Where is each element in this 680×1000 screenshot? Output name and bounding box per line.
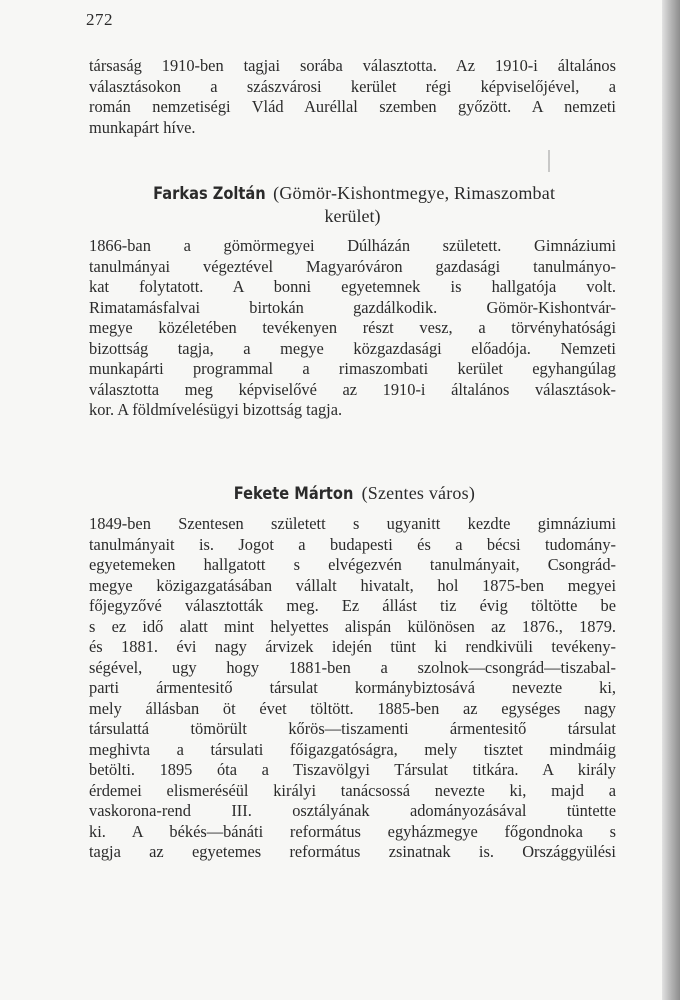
text-line: munkapárti programmal a rimaszombati kerület egyhangúlag — [89, 359, 616, 378]
text-line: választásokon a szászvárosi kerület régi képviselőjével, a — [89, 76, 616, 96]
book-spine-edge — [662, 0, 680, 1000]
entry-district-cont: kerület) — [324, 206, 381, 226]
entry-district: (Szentes város) — [361, 483, 476, 503]
entry-heading-line — [89, 182, 616, 205]
text-line: kat folytatott. A bonni egyetemnek is hallgatója volt. — [89, 277, 616, 296]
text-line: választotta meg képviselővé az 1910-i általános választások- — [89, 379, 616, 399]
intro-paragraph — [89, 56, 616, 138]
text-line: társulattá tömörült kőrös—tiszamenti ármentesitő társulat — [89, 719, 616, 738]
entry-body-fekete — [89, 514, 616, 863]
text-line: érdemei elismeréséül királyi tanácsossá nevezte ki, majd a — [89, 780, 616, 800]
text-line: főjegyzővé választották meg. Ez állást tiz évig töltötte be — [89, 596, 616, 615]
text-line: megye közéletében tevékenyen részt vesz, a törvényhatósági — [89, 318, 616, 337]
text-line: kor. A földmívelésügyi bizottság tagja. — [89, 400, 343, 419]
text-line: egyetemeken hallgatott s elvégezvén tanulmányait, Csongrád- — [89, 555, 616, 574]
text-line: mely állásban öt évet töltött. 1885-ben az egységes nagy — [89, 698, 616, 718]
text-line: román nemzetiségi Vlád Auréllal szemben győzött. A nemzeti — [89, 97, 616, 116]
entry-name: Farkas Zoltán — [152, 184, 266, 204]
scan-mark — [548, 150, 550, 172]
entry-body-farkas — [89, 236, 616, 421]
page-number: 272 — [86, 10, 113, 29]
entry-name: Fekete Márton — [233, 484, 354, 504]
entry-heading-farkas — [89, 182, 616, 227]
text-line: s ez idő alatt mint helyettes alispán különösen az 1876., 1879. — [89, 616, 616, 636]
text-line: és 1881. évi nagy árvizek idején tünt ki rendkivüli tevékeny- — [89, 637, 616, 656]
text-line: meghivta a társulati főigazgatóságra, mely tisztet mindmáig — [89, 739, 616, 759]
text-line: ségével, ugy hogy 1881-ben a szolnok—csongrád—tiszabal- — [89, 657, 616, 677]
text-line: megye közigazgatásában vállalt hivatalt, hol 1875-ben megyei — [89, 575, 616, 595]
text-line: társaság 1910-ben tagjai sorába választotta. Az 1910-i általános — [89, 56, 616, 75]
text-line: betölti. 1895 óta a Tiszavölgyi Társulat titkára. A király — [89, 760, 616, 779]
text-line: munkapárt híve. — [89, 117, 196, 137]
text-line: tanulmányai végeztével Magyaróváron gazdasági tanulmányo- — [89, 256, 616, 276]
text-line: vaskorona-rend III. osztályának adományozásával tüntette — [89, 801, 616, 820]
entry-district: (Gömör-Kishontmegye, Rimaszombat — [273, 183, 556, 203]
text-line: ki. A békés—bánáti református egyházmegye főgondnoka s — [89, 821, 616, 841]
entry-heading-line — [89, 482, 616, 505]
text-line: bizottság tagja, a megye közgazdasági előadója. Nemzeti — [89, 338, 616, 358]
text-line: tagja az egyetemes református zsinatnak is. Országgyülési — [89, 842, 616, 861]
entry-heading-fekete — [89, 482, 616, 505]
text-line: parti ármentesitő társulat kormánybiztosává nevezte ki, — [89, 678, 616, 697]
text-line: Rimatamásfalvai birtokán gazdálkodik. Gömör-Kishontvár- — [89, 297, 616, 317]
text-line: 1866-ban a gömörmegyei Dúlházán született. Gimnáziumi — [89, 236, 616, 255]
text-line: tanulmányait is. Jogot a budapesti és a bécsi tudomány- — [89, 534, 616, 554]
text-line: 1849-ben Szentesen született s ugyanitt kezdte gimnáziumi — [89, 514, 616, 533]
